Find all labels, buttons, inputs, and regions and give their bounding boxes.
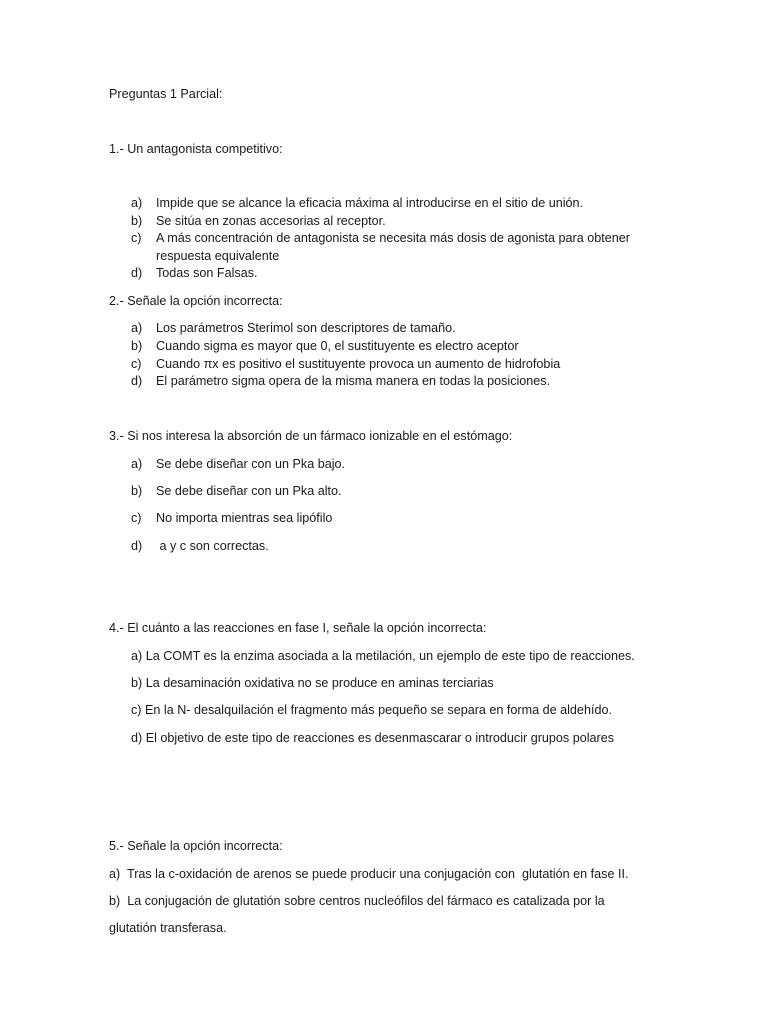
question-2-option-a (131, 320, 456, 336)
option-letter: a) (131, 457, 143, 471)
option-letter: a) (131, 321, 143, 335)
question-4-option-b: b) La desaminación oxidativa no se produce en aminas terciarias (131, 676, 494, 690)
question-2-option-c (131, 356, 560, 372)
option-letter: a) (131, 196, 143, 210)
question-3-option-a (131, 456, 345, 472)
option-letter: c) (131, 231, 142, 245)
question-5-stem: 5.- Señale la opción incorrecta: (109, 839, 283, 853)
question-1-stem: 1.- Un antagonista competitivo: (109, 142, 283, 156)
option-letter: d) (131, 374, 143, 388)
option-text: Cuando sigma es mayor que 0, el sustituyente es electro aceptor (156, 339, 519, 353)
question-3-stem: 3.- Si nos interesa la absorción de un fármaco ionizable en el estómago: (109, 429, 513, 443)
question-3-option-c (131, 510, 332, 526)
option-text: Todas son Falsas. (156, 266, 258, 280)
question-4-option-a: a) La COMT es la enzima asociada a la metilación, un ejemplo de este tipo de reacciones. (131, 649, 635, 663)
option-text: Los parámetros Sterimol son descriptores de tamaño. (156, 321, 456, 335)
question-2-stem: 2.- Señale la opción incorrecta: (109, 294, 283, 308)
option-letter: d) (131, 539, 143, 553)
question-4-option-d: d) El objetivo de este tipo de reacciones es desenmascarar o introducir grupos polares (131, 731, 615, 745)
option-letter: d) (131, 266, 143, 280)
option-letter: b) (131, 214, 143, 228)
question-4-stem: 4.- El cuánto a las reacciones en fase I, señale la opción incorrecta: (109, 621, 487, 635)
question-3-option-d (131, 538, 269, 554)
question-2-option-d (131, 373, 550, 389)
question-1-option-b (131, 213, 386, 229)
question-5-option-a: a) Tras la c-oxidación de arenos se puede producir una conjugación con glutatión en fase II. (109, 867, 629, 881)
question-4-option-c: c) En la N- desalquilación el fragmento más pequeño se separa en forma de aldehído. (131, 703, 612, 717)
question-1-option-c (131, 230, 630, 246)
question-2-option-b (131, 338, 519, 354)
option-text: No importa mientras sea lipófilo (156, 511, 333, 525)
option-text: a y c son correctas. (156, 539, 269, 553)
option-text: El parámetro sigma opera de la misma manera en todas la posiciones. (156, 374, 551, 388)
option-text: Se debe diseñar con un Pka bajo. (156, 457, 346, 471)
question-5-option-b-continuation: glutatión transferasa. (109, 921, 227, 935)
question-1-option-d (131, 265, 258, 281)
option-text: Se debe diseñar con un Pka alto. (156, 484, 342, 498)
option-letter: b) (131, 484, 143, 498)
question-1-option-a (131, 195, 583, 211)
option-text: A más concentración de antagonista se necesita más dosis de agonista para obtener (156, 231, 630, 245)
question-3-option-b (131, 483, 342, 499)
option-letter: c) (131, 357, 142, 371)
option-text: Se sitúa en zonas accesorias al receptor. (156, 214, 386, 228)
document-title: Preguntas 1 Parcial: (109, 87, 223, 101)
option-text: Impide que se alcance la eficacia máxima al introducirse en el sitio de unión. (156, 196, 584, 210)
option-text: Cuando πx es positivo el sustituyente provoca un aumento de hidrofobia (156, 357, 561, 371)
question-5-option-b: b) La conjugación de glutatión sobre centros nucleófilos del fármaco es catalizada por la (109, 894, 605, 908)
option-letter: b) (131, 339, 143, 353)
option-letter: c) (131, 511, 142, 525)
question-1-option-c-continuation: respuesta equivalente (156, 249, 280, 263)
